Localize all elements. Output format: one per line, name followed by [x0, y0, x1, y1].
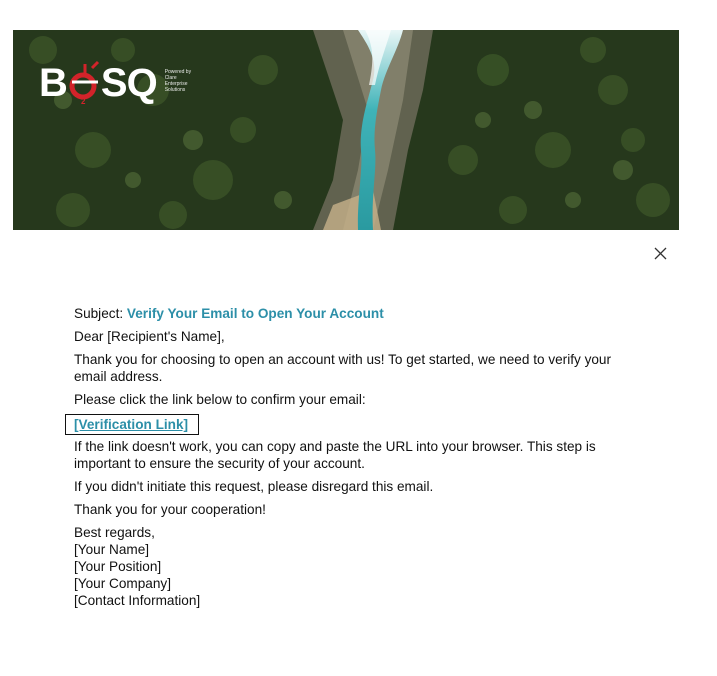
header-banner [13, 30, 679, 230]
subject-line [74, 305, 634, 322]
email-body [74, 305, 634, 609]
brand-logo [39, 60, 191, 110]
signature-block [74, 524, 634, 609]
click-instruction: Please click the link below to confirm your email: [74, 392, 366, 407]
logo-letters-sq: SQ [100, 61, 157, 105]
close-icon [652, 245, 669, 262]
signature-line: [Your Name] [74, 542, 150, 557]
thanks-paragraph: Thank you for your cooperation! [74, 502, 266, 517]
subject-label: Subject: [74, 306, 124, 321]
logo-subscript: 2 [80, 97, 85, 106]
subject-title: Verify Your Email to Open Your Account [126, 306, 384, 321]
signature-line: [Your Position] [74, 559, 162, 574]
signature-line: Best regards, [74, 525, 155, 540]
disregard-paragraph: If you didn't initiate this request, please disregard this email. [74, 479, 434, 494]
signature-line: [Your Company] [74, 576, 171, 591]
verification-link[interactable]: [Verification Link] [65, 414, 199, 435]
logo-tagline: Powered by Clare Enterprise Solutions [164, 69, 192, 93]
logo-o2-mark [68, 60, 100, 106]
fallback-paragraph: If the link doesn't work, you can copy and paste the URL into your browser. This step is important to ensure the security of your account. [74, 439, 596, 471]
signature-line: [Contact Information] [74, 593, 201, 608]
greeting: Dear [Recipient's Name], [74, 329, 225, 344]
close-button[interactable] [652, 245, 669, 262]
intro-paragraph: Thank you for choosing to open an account with us! To get started, we need to verify your email address. [74, 352, 612, 384]
logo-letter-b: B [39, 61, 67, 105]
